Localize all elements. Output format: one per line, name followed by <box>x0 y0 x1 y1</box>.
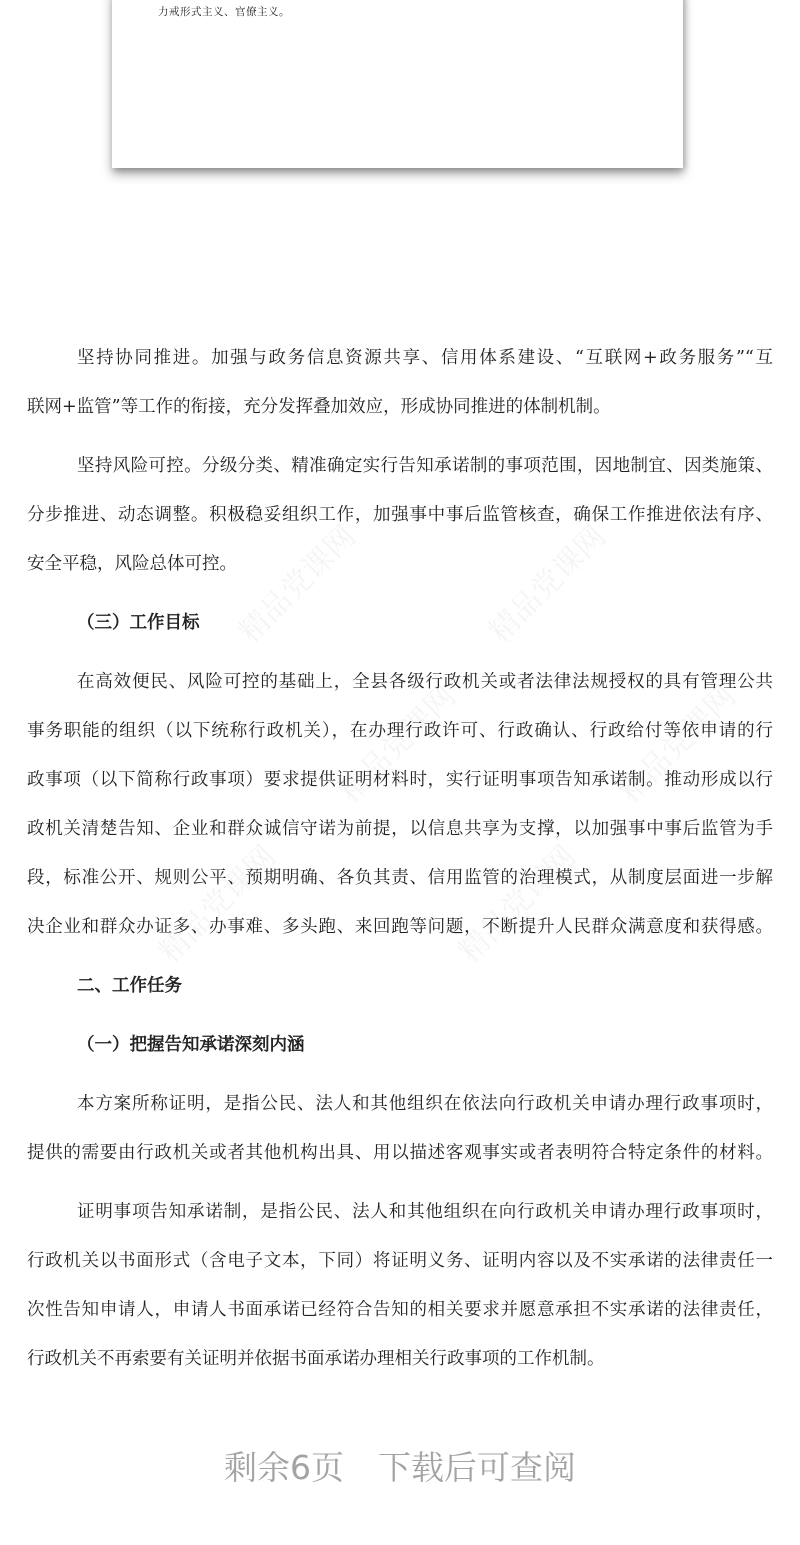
text-line: 本方案所称证明，是指公民、法人和其他组织在依法向行政机关申请办理行政事项时， <box>77 1094 773 1114</box>
paragraph-collaboration <box>27 334 773 432</box>
section-heading: 二、工作任务 <box>77 976 182 996</box>
paragraph-goals <box>27 658 773 952</box>
text-line: 行政机关不再索要有关证明并依据书面承诺办理相关行政事项的工作机制。 <box>27 1349 605 1369</box>
text-line: 联网+监管”等工作的衔接，充分发挥叠加效应，形成协同推进的体制机制。 <box>27 397 611 417</box>
text-line: 在高效便民、风险可控的基础上，全县各级行政机关或者法律法规授权的具有管理公共 <box>77 672 773 692</box>
text-line: 安全平稳，风险总体可控。 <box>27 554 237 574</box>
paragraph-definition-proof <box>27 1080 773 1178</box>
heading-grasp-connotation <box>27 1021 773 1070</box>
heading-work-tasks <box>27 962 773 1011</box>
download-to-view-label[interactable]: 下载后可查阅 <box>378 1448 576 1487</box>
document-body <box>27 334 773 1394</box>
text-line: 段，标准公开、规则公平、预期明确、各负其责、信用监管的治理模式，从制度层面进一步解 <box>27 868 773 888</box>
preview-page-card <box>112 0 683 168</box>
text-line: 决企业和群众办证多、办事难、多头跑、来回跑等问题，不断提升人民群众满意度和获得感。 <box>27 917 773 937</box>
text-line: 坚持风险可控。分级分类、精准确定实行告知承诺制的事项范围，因地制宜、因类施策、 <box>77 456 773 476</box>
text-line: 事务职能的组织（以下统称行政机关），在办理行政许可、行政确认、行政给付等依申请的行 <box>27 721 773 741</box>
remaining-pages-label[interactable]: 剩余6页 <box>224 1448 344 1487</box>
section-heading: （三）工作目标 <box>77 613 200 633</box>
text-line: 分步推进、动态调整。积极稳妥组织工作，加强事中事后监管核查，确保工作推进依法有序、 <box>27 505 773 525</box>
text-line: 政事项（以下简称行政事项）要求提供证明材料时，实行证明事项告知承诺制。推动形成以行 <box>27 770 773 790</box>
paragraph-risk-control <box>27 442 773 589</box>
subsection-heading: （一）把握告知承诺深刻内涵 <box>77 1035 305 1055</box>
text-line: 证明事项告知承诺制，是指公民、法人和其他组织在向行政机关申请办理行政事项时， <box>77 1202 773 1222</box>
text-line: 次性告知申请人，申请人书面承诺已经符合告知的相关要求并愿意承担不实承诺的法律责任， <box>27 1300 773 1320</box>
text-line: 坚持协同推进。加强与政务信息资源共享、信用体系建设、“互联网+政务服务”“互 <box>77 348 773 368</box>
preview-page-text: 力戒形式主义、官僚主义。 <box>158 6 290 18</box>
heading-work-goals <box>27 599 773 648</box>
text-line: 行政机关以书面形式（含电子文本，下同）将证明义务、证明内容以及不实承诺的法律责任一 <box>27 1251 773 1271</box>
text-line: 提供的需要由行政机关或者其他机构出具、用以描述客观事实或者表明符合特定条件的材料。 <box>27 1143 773 1163</box>
paragraph-definition-commitment <box>27 1188 773 1384</box>
read-more-banner[interactable] <box>0 1442 800 1489</box>
text-line: 政机关清楚告知、企业和群众诚信守诺为前提，以信息共享为支撑，以加强事中事后监管为手 <box>27 819 773 839</box>
